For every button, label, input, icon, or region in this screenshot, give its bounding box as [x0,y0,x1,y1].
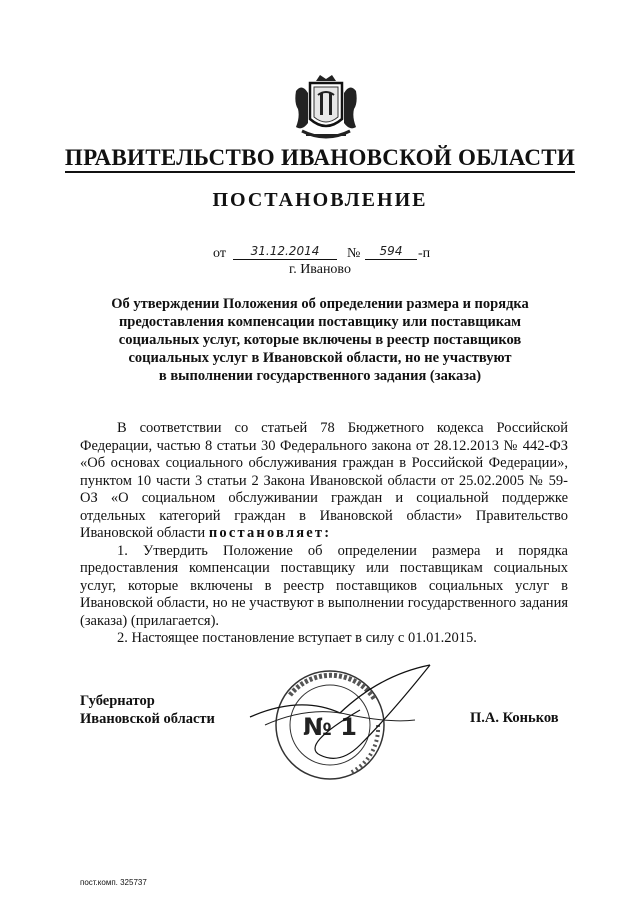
footer-code: пост.комп. 325737 [80,878,147,887]
signer-name: П.А. Коньков [470,710,559,726]
official-stamp-icon [240,655,440,785]
document-type: ПОСТАНОВЛЕНИЕ [212,189,428,211]
date-value: 31.12.2014 [233,243,337,260]
document-body [80,420,568,648]
number-suffix: -п [418,246,431,261]
subject-heading [90,295,550,385]
coat-of-arms-icon [292,73,360,143]
date-prefix: от [213,246,226,261]
item-1: 1. Утвердить Положение об определении размера и порядка предоставления компенсации поставщику или поставщикам социальных услуг, которые включены в реестр поставщиков социальных услуг в Ивановской области, но не участвуют в выполнении государственного задания (заказа) (прилагается). [80,542,568,629]
signer-title-line: Ивановской области [80,711,215,727]
item-2: 2. Настоящее постановление вступает в силу с 01.01.2015. [117,630,477,646]
subject-line: в выполнении государственного задания (заказа) [158,368,482,384]
signer-title-line: Губернатор [80,693,155,709]
city: г. Иваново [289,262,351,277]
stamp-number: № 1 [303,713,357,741]
resolves-word: постановляет: [208,525,332,541]
subject-line: социальных услуг, которые включены в реестр поставщиков [118,332,522,348]
preamble-paragraph [80,420,568,543]
preamble-text: В соответствии со статьей 78 Бюджетного кодекса Российской Федерации, частью 8 статьи 30 Федерального закона от 28.12.2013 № 442-ФЗ «Об основах социального обслуживания граждан в Российской Федерации», пунктом 10 части 3 статьи 2 Закона Ивановской области от 25.02.2005 № 59-ОЗ «О социальном обслуживании граждан и социальной поддержке отдельных категорий граждан в Ивановской области» Правительство Ивановской области [80,420,568,541]
government-title: ПРАВИТЕЛЬСТВО ИВАНОВСКОЙ ОБЛАСТИ [0,145,640,171]
number-prefix: № [347,246,361,261]
subject-line: социальных услуг в Ивановской области, но не участвуют [128,350,512,366]
number-value: 594 [365,243,417,260]
subject-line: Об утверждении Положения об определении размера и порядка [111,296,529,312]
signer-title [80,692,215,728]
subject-line: предоставления компенсации поставщику или поставщикам [118,314,522,330]
